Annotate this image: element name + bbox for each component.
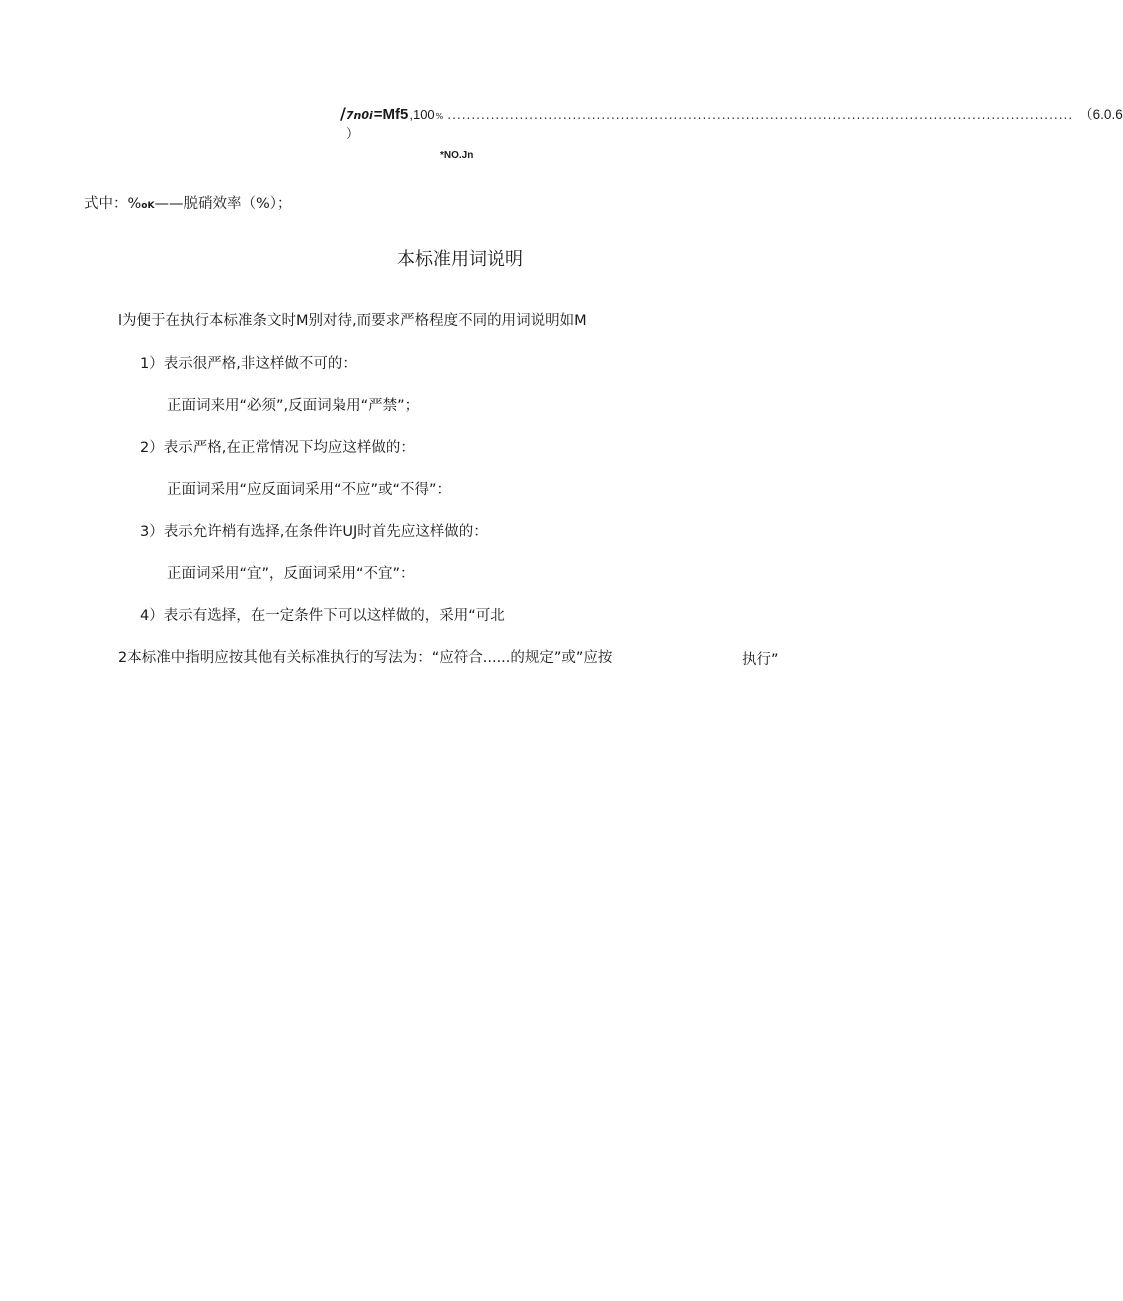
formula-denominator: *NO.Jn xyxy=(440,150,474,161)
list-item-2: 2）表示严格,在正常情况下均应这样做的： xyxy=(140,440,415,456)
where-subscript: oK xyxy=(141,201,155,211)
formula-main: =Mf5 xyxy=(373,106,409,123)
paragraph-1: l为便于在执行本标准条文时M别对待,而要求严格程度不同的用词说明如M xyxy=(118,313,587,329)
paragraph-2-trailing: 执行” xyxy=(742,652,779,668)
list-item-1: 1）表示很严格,非这样做不可的： xyxy=(140,356,357,372)
paragraph-2: 2本标准中指明应按其他有关标准执行的写法为：“应符合......的规定”或”应按 xyxy=(118,650,613,666)
list-item-3: 3）表示允许梢有选择,在条件许UJ时首先应这样做的： xyxy=(140,524,488,540)
formula-tail: ,100 xyxy=(409,107,435,122)
formula-subscript: 7n0i xyxy=(345,109,373,122)
list-item-3-detail: 正面词采用“宜”，反面词采用“不宜”： xyxy=(167,566,415,582)
formula-where-line xyxy=(84,192,291,213)
where-rest: ——脱硝效率（%）； xyxy=(154,196,292,212)
formula-close-paren: ） xyxy=(346,127,360,142)
formula-number: （6.0.6 xyxy=(1079,107,1123,122)
formula-leader-dots: .................................................................................................................................. xyxy=(447,108,1074,122)
formula-line xyxy=(340,103,1123,123)
where-prefix: 式中：% xyxy=(84,196,142,212)
list-item-2-detail: 正面词采用“应反面词采用“不应”或“不得”： xyxy=(167,482,452,498)
list-item-1-detail: 正面词来用“必须”,反面词枭用“严禁”； xyxy=(167,398,420,414)
list-item-4: 4）表示有选择，在一定条件下可以这样做的，采用“可北 xyxy=(140,608,505,624)
formula-slash: / xyxy=(340,104,346,123)
formula-percent: % xyxy=(435,112,444,121)
section-title: 本标准用词说明 xyxy=(397,249,523,270)
